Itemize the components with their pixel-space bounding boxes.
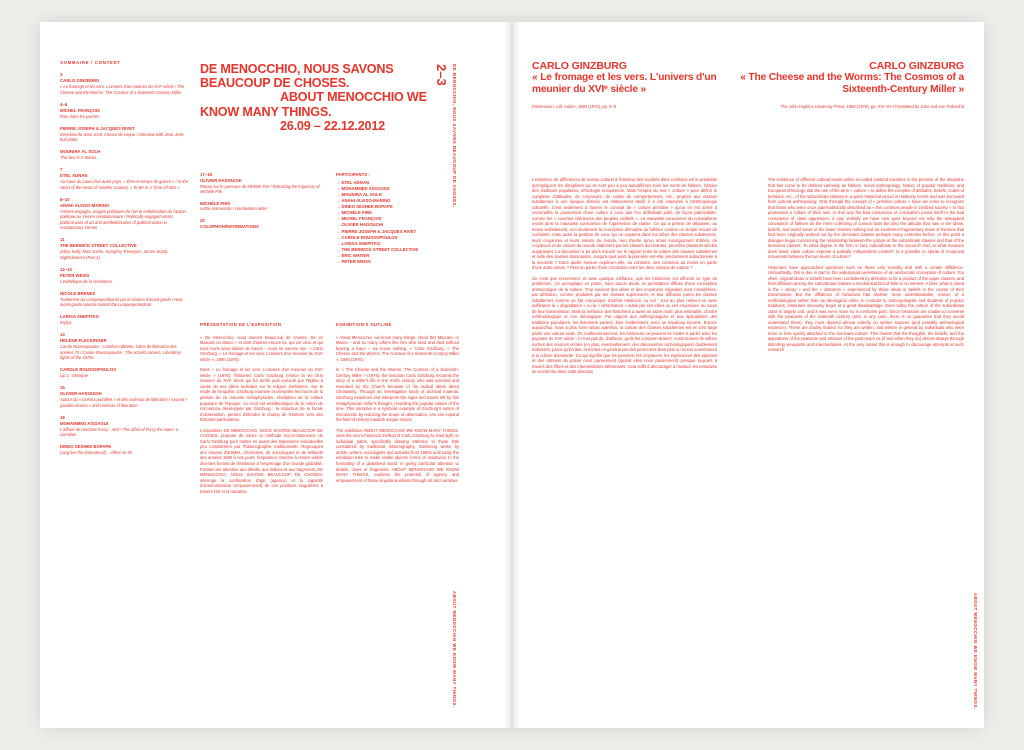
credit-entry[interactable] (200, 172, 320, 195)
participant-name: OLIVIER HADOUCHI (341, 222, 384, 228)
toc-entry-page: 12–13 (60, 266, 72, 272)
toc-entry-name: HÉLÈNE FLECKINGER (60, 338, 107, 343)
ginzburg-meta-en: The John Hopkins University Press, 1980 (1976), pp. XIV–XV (Translated by John and Ann Tedeschi) (780, 103, 964, 109)
exhibition-text-fr-heading: PRÉSENTATION DE L'EXPOSITION (200, 322, 282, 327)
arrow-right-icon: → (336, 179, 342, 185)
credits-column-b (336, 172, 456, 265)
toc-entry-name: DINEO SESHEE BOPAPE (60, 444, 112, 449)
toc-entry-name: CAROLE ROUSSOPOULOS (60, 367, 117, 372)
credit-entry-page: 17–18 (200, 172, 212, 177)
toc-entry-desc: Au cœur du cœur d'un autre pays, « Être en temps de guerre » / In the Heart of the Heart of Another Country, « To Be In A Time Of War » (60, 179, 188, 190)
toc-entry-name: ANAHI ALVISO-MARINO (60, 202, 110, 208)
participant-name: DINEO SESHEE BOPAPE (341, 204, 393, 210)
participant-name: MOUNIRA AL SOLH (341, 191, 382, 197)
toc-entry[interactable] (60, 72, 188, 95)
toc-entry-name: NICOLE BRENEZ (60, 290, 96, 296)
toc-entry-desc: Long live the (immaterial)... effect no 55 (60, 450, 132, 455)
toc-entry-name: PIERRE JOSEPH & JACQUES RIVET (60, 125, 135, 131)
toc-entry-page: 8–10 (60, 196, 70, 202)
arrow-right-icon: → (336, 234, 342, 240)
ginzburg-title-fr: « Le fromage et les vers. L'univers d'un meunier du XVIᵉ siècle » (532, 72, 717, 96)
page-number: 2–3 (434, 64, 449, 86)
participant-name: MICHEL FRANÇOIS (341, 216, 382, 222)
paragraph: Ce n'est que récemment, et avec quelque méfiance, que les historiens ont affronté ce type de problèmes. Ce qu'explique en partie, sans aucun doute, la persistance diffuse d'une conception aristocratique de la culture. Trop souvent des idées et des croyances originales sont considérées, par définition, comme produites par les classes supérieures, et leur diffusion parmi les classes subalternes comme un fait mécanique d'intérêt médiocre ou nul : tout au plus relève-t-on avec suffisance la « dégradation » ou la « déformation » subie par ces idées ou ces croyances, au cours de leur transmission. Mais la méfiance des historiens a aussi un autre motif, plus estimable, d'ordre méthodologique et non idéologique. Par rapport aux anthropologues et aux spécialistes des traditions populaires, les historiens partent, bien évidemment, avec un handicap énorme. Encore aujourd'hui, mais à plus forte raison autrefois, la culture des classes subalternes est en très large partie une culture orale. Or, malheureusement, les historiens ne peuvent se mettre à parler avec les paysans du XVIᵉ siècle : il n'est pas dit, d'ailleurs, qu'ils les compren-draient. Aussi doivent-ils utiliser surtout des sources écrites (en plus, éventuellement, des découvertes archéologiques) doublement indirectes, parce qu'écrites, et écrites en général par des personnes liées plus ou moins ouvertement à la culture dominante. Ce qui signifie que les pensées, les croyances, les espérances des paysans et des artisans du passé nous parviennent (quand elles nous parviennent) presque toujours à travers des filtres et des intermédiaires déformants. Cela suffit à décourager à l'avance les tentatives de recherche dans cette direction (532, 275, 717, 374)
toc-entry[interactable] (60, 332, 188, 361)
credit-entry-page: 20 (200, 217, 205, 223)
arrow-right-icon: → (336, 210, 342, 216)
credit-entry[interactable] (200, 201, 320, 212)
spine-text-right: ABOUT MENOCCHIO WE KNOW MANY THINGS. (973, 593, 978, 710)
toc-entry-desc: « Le fromage et les vers. L'univers d'un meunier du XVIᵉ siècle / The Cheese and the Worms: The Cosmos of a Sixteenth-Century Miller (60, 84, 185, 95)
toc-entry-desc: Krylya (60, 320, 72, 325)
toc-entry[interactable] (60, 149, 188, 161)
toc-entry-name: MOHAMMED AÏSSAOUI (60, 420, 109, 426)
toc-entry-name: OLIVIER HADOUCHI (60, 391, 102, 396)
toc-entry-name: MICHEL FRANÇOIS (60, 107, 101, 113)
arrow-right-icon: → (336, 240, 342, 246)
participant-item[interactable] (336, 259, 456, 265)
toc-entry-page: 14 (60, 332, 65, 337)
arrow-right-icon: → (336, 246, 342, 252)
credit-entry[interactable] (200, 218, 320, 230)
arrow-right-icon: → (336, 228, 342, 234)
arrow-right-icon: → (336, 222, 342, 228)
credits-a-list (200, 172, 320, 229)
toc-entry-name: CARLO GINZBURG (60, 78, 100, 83)
toc-entries (60, 72, 188, 456)
toc-entry-page: 16 (60, 414, 65, 420)
toc-entry-page: 3 (60, 72, 63, 77)
toc-entry-desc: L'esthétique de la résistance (60, 278, 112, 284)
toc-entry-name: ETEL ADNAN (60, 173, 88, 178)
sommaire-heading: SOMMAIRE / CONTENT (60, 60, 121, 65)
exhibition-title (200, 62, 430, 133)
paragraph: « About Menocchio, we know many things. About this Marcato, or Marco – and so many others like him who lived and died without leaving a trace – we know nothing. » Carlo Ginzburg, « The Cheese and the Worms: The Cosmos of a Sixteenth-Century Miller », 1980 (1976). (336, 334, 459, 362)
credit-entry-name: OLIVIER HADOUCHI (200, 177, 242, 183)
magazine-spread (40, 22, 984, 728)
participant-name: PIERRE JOSEPH & JACQUES RIVET (341, 228, 417, 234)
spine-text-top: DE MENOCCHIO, NOUS SAVONS BEAUCOUP DE CHOSES. (452, 64, 457, 208)
exhibition-text-en-body (336, 335, 459, 484)
toc-entry-name: PETER WEISS (60, 272, 90, 278)
credit-entry-desc: Lettre manuscrite / Handwritten letter (200, 206, 268, 212)
ginzburg-meta-fr: Flammarion, coll. Aubier, 1980 (1976), pp. 8–9 (532, 103, 616, 109)
toc-entry-name: THE BERWICK STREET COLLECTIVE (60, 243, 137, 248)
paragraph: The exhibition ABOUT MENOCCHIO WE KNOW MANY THINGS, uses the micro-historical method of Carlo Ginzburg to shed light on individual paths, specifically drawing attention to those little considered by traditional historiography. Gathering works by artists, writers, sociologists and activists from 1960s until today the exhibition tries to make visible diverse forms of resistance to the formatting of a globalised world. In giving particular attention to details, clues or fragments, ABOUT MENOCCHIO WE KNOW MANY THINGS, explores the potential of agency and empowerment of these singular positions through art and narrative (336, 427, 459, 483)
credit-entry-name: MICHÈLE FIRK (200, 200, 231, 206)
spine-text-bottom: ABOUT MENOCCHIO WE KNOW MANY THINGS. (452, 591, 457, 708)
participant-name: MICHÈLE FIRK (341, 210, 373, 216)
toc-entry[interactable] (60, 237, 188, 260)
paragraph: The existence of different cultural levels within so-called civilized societies is the premise of the discipline that has come to be defined variously as folklore, social anthropology, history of popular traditions, and European ethnology. But the use of the term « culture » to define the complex of attitudes, beliefs, codes of behavior, etc., of the subordinate classes in a given historical period is relatively recent and was borrowed from cultural anthropology. Only through the concept of « primitive culture » have we come to recognize that those who were once paternalistically described as « the common people in civilized society » in fact possessed a culture of their own. In this way the bad conscience of colonialism joined itself to the bad conscience of class oppression; it only verbally we have now gone beyond not only the antiquated conception of folklore as the mere collecting of curious facts but also the attitude that saw in the ideas, beliefs, and world views of the lower classes nothing but an incoherent fragmentary mass of theories that had been originally worked out by the dominant classes perhaps many centuries before. At this point a dialogue began concerning the relationship between the culture of the subordinate classes and that of the dominant classes. To what degree is the first, in fact, subordinate to the second? And, to what measure does lower class culture express a partially independent content? Is it possible to speak of reciprocal movement between the two levels of culture? (768, 177, 964, 259)
participant-name: CAROLE ROUSSOPOULOS (341, 234, 398, 240)
toc-entry[interactable] (60, 415, 188, 438)
toc-entry[interactable] (60, 385, 188, 408)
left-page (40, 22, 512, 728)
toc-entry[interactable] (60, 291, 188, 308)
toc-entry-page: 15 (60, 385, 65, 390)
participant-name: ERIC WATIER (341, 252, 370, 258)
toc-entry-name: LARISA SHEPITKO (60, 314, 99, 319)
participant-name: THE BERWICK STREET COLLECTIVE (341, 246, 419, 252)
toc-entry[interactable] (60, 267, 188, 285)
arrow-right-icon: → (336, 259, 342, 265)
toc-entry-desc: Interview de Jean Jcret, traceur de coque / Interview with Jean Jcret, hull plater (60, 131, 185, 142)
paragraph: Dans « Le fromage et les vers. L'univers d'un meunier du XVIᵉ siècle » (1976), l'historien Carlo Ginzburg retrace la vie d'un meunier du XVIᵉ siècle qui fut arrêté puis exécuté par l'Église à cause de ses idées radicales sur la religion chrétienne. Sur le mode de l'enquête, Ginzburg examine et interprète les traces de la pensée de ce meunier métaphysicien, révélatrice de la culture populaire de l'époque. Ce récit est emblématique de la notion de microstoria développée par Ginzburg : la réduction de la focale d'observation, permet d'étendre le champ de l'Histoire vers des histoires particulières. (200, 367, 323, 423)
toc-entry-page: 7 (60, 167, 63, 172)
arrow-right-icon: → (336, 198, 342, 204)
participant-name: LARISA SHEPITKO (341, 240, 381, 246)
exhibition-text-en (336, 322, 459, 488)
participants-heading: PARTICIPANTS : (336, 172, 370, 177)
ginzburg-title-en: « The Cheese and the Worms: The Cosmos of a Sixteenth-Century Miller » (740, 72, 964, 96)
exhibition-text-fr (200, 322, 323, 499)
paragraph: Historians have approached questions such as these only recently and with a certain diffidence. Undoubtedly, this is due in part to the widespread persistence of an aristocratic conception of culture. Too often, original ideas or beliefs have been considered by definition to be a product of the upper classes, and their diffusion among the subordinate classes a mechanical fact of little or no interest. A best, what is noted is the « decay » and the « distortion » experienced by those ideas or beliefs in the course of their transmission. But the diffidence of historians has another, more understandable, reason, of a methodological rather than an ideological order. In contrast to anthropologists and students of popular traditions, historians obviously begin at a great disadvantage. Even today the culture of the subordinate class is largely oral, and it was even more so in centuries past. Since historians are unable to converse with the peasants of the sixteenth century (and, in any case, there is no guarantee that they would understand them), they must depend almost entirely on written sources (and possibly archeological evidence). These are doubly indirect for they are written, and written in general by individuals who were more or less openly attached to the dominant culture. This means that the thoughts, the beliefs, and the aspirations of the peasants and artisans of the past reach us (if and when they do) almost always through distorting viewpoints and intermediaries. At the very outset this is enough to discourage attempts at such research (768, 264, 964, 352)
arrow-right-icon: → (336, 185, 342, 191)
paragraph: L'exposition DE MENOCCHIO, NOUS SAVONS BEAUCOUP DE CHOSES, propose de suivre la méthode micro-historienne de Carlo Ginzburg pour mettre en avant des trajectoires individuelles peu considérées par l'historiographie traditionnelle. Regroupant des travaux d'artistes, d'écrivains, de sociologues et de militants des années 1960 à nos jours, l'exposition cherche à rendre visible diverses formes de résistance à l'engrenage d'un monde globalisé. Portant une attention aux détails, aux indices et aux fragments, DE MENOCCHIO, NOUS SAVONS BEAUCOUP DE CHOSES, interroge la confiscation d'agir (agency) et la capacité d'autonomisation (empowerment) de ces positions singulières à travers l'art et la narration (200, 427, 323, 494)
participant-name: PETER WEISS (341, 259, 371, 265)
credit-entry-name: COLOPHON/INFORMATIONS (200, 223, 259, 229)
arrow-right-icon: → (336, 204, 342, 210)
exhibition-title-fr: DE MENOCCHIO, NOUS SAVONS BEAUCOUP DE CHOSES. (200, 62, 394, 91)
paragraph: « De Menocchio, nous savons beaucoup de choses. De ce Marcato ou Marco – et dont d'autres encore lui, qui ont vécu et qui sont morts sans laisser de traces – nous ne savons rien. » Carlo Ginzburg, « Le fromage et les vers. L'univers d'un meunier du XVIᵉ siècle », 1980 (1976). (200, 334, 323, 362)
toc-entry-desc: (Mary Kelly, Marc Karlin, Humphry Trevelyan, James Scott), Nightcleaners (Part 1) (60, 249, 169, 260)
toc-entry-desc: Autour du « cinéma parallèle » et des cinémas de libération / Around « parallel cinema » and cinemas of liberation (60, 397, 188, 408)
toc-entry[interactable] (60, 126, 188, 143)
toc-entry-desc: Carole Roussopoulos : Caméra militante, luttes de libération des années 70 / Carole Roussopoulos : The activist camera, Liberatory fights of the 1970s (60, 344, 182, 360)
exhibition-title-en: ABOUT MENOCCHIO WE KNOW MANY THINGS. (200, 90, 427, 119)
arrow-right-icon: → (336, 252, 342, 258)
participant-name: ETEL ADNAN (341, 179, 369, 185)
ginzburg-body-fr (532, 177, 717, 380)
toc-entry-desc: Traitement du Lumpenprolétariat par le cinéma d'avant-garde / How avant-garde cinema treated the Lumpenproletáriat (60, 296, 183, 307)
toc-entry-desc: Artistes engagés, usages politiques de l'art et esthétisation de l'action politique au Yémen révolutionnaire / Politically engaged artists, political uses of art and aestheticisation of political action in revolutionary Yemen (60, 208, 186, 230)
ginzburg-body-en (768, 177, 964, 358)
ginzburg-heading-en (732, 60, 964, 109)
credit-entry-desc: Retour sur le parcours de Michèle Firk / Retracing the trajectory of Michèle Firk (200, 183, 320, 195)
toc-entry[interactable] (60, 314, 188, 326)
arrow-right-icon: → (336, 191, 342, 197)
paragraph: L'existence de différences de niveau culturel à l'intérieur des sociétés dites civilisées est le préalable qu'impliquent les disciplines qui se sont peu à peu autodéfinies sous les noms de folklore, histoire des traditions populaires, ethnologie européenne. Mais l'emploi du mot « culture » pour définir le complexe d'attitudes, de croyances, de codes de comportements, etc., propres aux classes subalternes à une époque donnée est relativement tardif: il a été emprunté à l'anthropologie culturelle. C'est seulement à travers le concept de « culture primitive » qu'on en est arrivé à reconnaître la possession d'une culture à ceux que l'on définissait jadis, de façon paternaliste, comme les « couches inférieures des peuples civilisés ». La mauvaise conscience du colonialisme rejoint ainsi la mauvaise conscience de l'oppression de classe. Ce qui a permis de dépasser, au moins verbalement, non seulement la conception démodée du folklore comme un simple recueil de curiosités, mais aussi la position de ceux qui ne voyaient dans les idées des classes subalternes, leurs croyances et leurs visions du monde, rien d'autre qu'un amas incongrument d'idées, de croyances et de visions du monde élaborées par les classes dominantes, peut-être plusieurs siècles auparavant. La discussion a pu alors s'ouvrir sur le rapport entre la culture des classes subalternes et celle des classes dominantes. Jusqu'à quel point la première est-elle, précisément subordonnée à la seconde ? Dans quelle mesure exprime-t-elle, au contraire, des contenus au moins en partie d'une autre nature ? Peut-on parler d'une circulation entre les deux niveaux de culture ? (532, 177, 717, 270)
paragraph: In « The Cheese and the Worms: The Cosmos of a Sixteenth-Century Miller » (1976), the historian Carlo Ginzburg recounts the story of a miller's life in the XVIth century who was arrested and executed by the Church because of his radical ideas about Christianity. Through an investigative study of archival material, Ginzburg examines and interprets the signs and traces left by this metaphysician miller's thought, revealing the popular culture of the time. This narrative is a symbolic example of Ginzburg's notion of microstoria: by reducing the scope of observation, one can expand the field of History towards unique stories. (336, 367, 459, 423)
ginzburg-author-fr: CARLO GINZBURG (532, 60, 627, 72)
right-page (512, 22, 984, 728)
arrow-right-icon: → (336, 216, 342, 222)
participant-name: ANAHI ALVISO-MARINO (341, 198, 391, 204)
toc-entry-desc: The Sea is A Stereo (60, 155, 97, 160)
ginzburg-author-en: CARLO GINZBURG (869, 60, 964, 72)
credits-column-a (200, 172, 320, 235)
toc-entry[interactable] (60, 367, 188, 379)
toc-entry-desc: L'affaire de l'esclave Furcy : recit / The affair of Furcy the slave: a narrative (60, 426, 179, 437)
toc-entry-desc: Rien dans les poches (60, 113, 100, 119)
exhibition-dates: 26.09 – 22.12.2012 (280, 118, 385, 133)
toc-entry[interactable] (60, 197, 188, 231)
participants-list (336, 180, 456, 265)
toc-entry[interactable] (60, 444, 188, 456)
table-of-contents (60, 60, 188, 462)
toc-entry-desc: Lip 1 : Monique (60, 373, 88, 378)
toc-entry[interactable] (60, 102, 188, 120)
toc-entry[interactable] (60, 167, 188, 190)
toc-entry-page: 11 (60, 237, 65, 242)
ginzburg-heading-fr (532, 60, 717, 109)
exhibition-text-fr-body (200, 335, 323, 495)
exhibition-text-en-heading: EXHIBITION'S OUTLINE (336, 322, 392, 327)
toc-entry-name: MOUNIRA AL SOLH (60, 149, 101, 154)
participant-name: MOHAMMED AÏSSAOUI (341, 185, 390, 191)
toc-entry-page: 4–6 (60, 101, 68, 107)
